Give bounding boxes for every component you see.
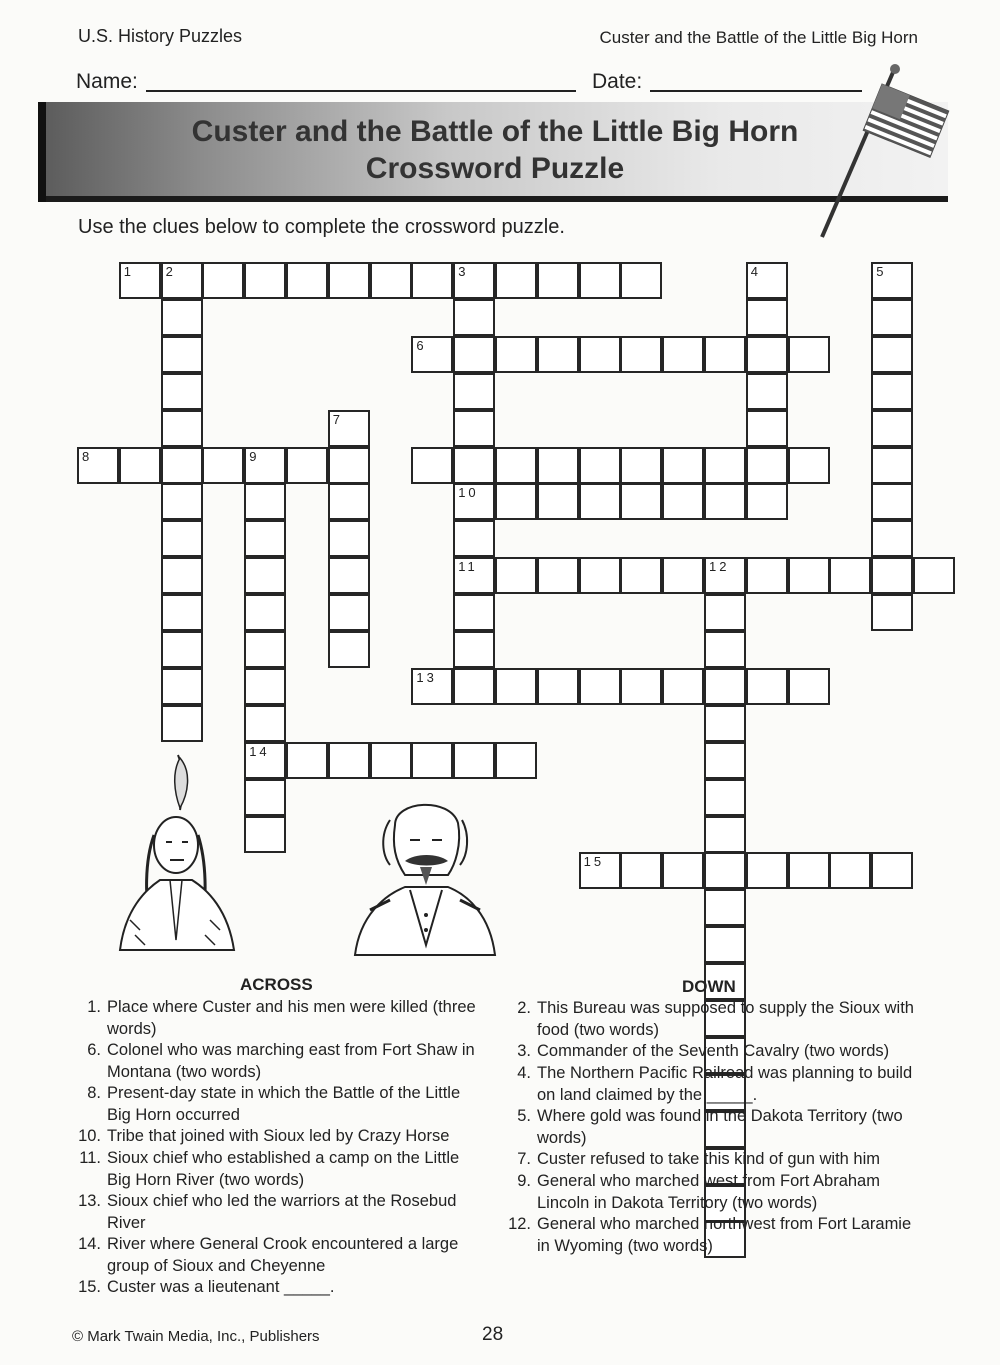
crossword-cell[interactable] <box>871 520 913 557</box>
crossword-cell[interactable] <box>161 262 203 299</box>
crossword-cell[interactable] <box>286 262 328 299</box>
clue-number: 6. <box>87 1041 101 1059</box>
crossword-cell[interactable] <box>704 889 746 926</box>
crossword-cell[interactable] <box>161 520 203 557</box>
across-clue-13 <box>78 1191 485 1234</box>
crossword-cell[interactable] <box>495 557 537 594</box>
crossword-cell[interactable] <box>453 631 495 668</box>
crossword-cell[interactable] <box>788 557 830 594</box>
down-clue-7 <box>517 1149 915 1171</box>
clue-number: 9. <box>517 1172 531 1190</box>
crossword-cell[interactable] <box>161 668 203 705</box>
clue-text: Sioux chief who led the warriors at the Rosebud River <box>107 1192 457 1232</box>
crossword-cell[interactable] <box>662 483 704 520</box>
crossword-cell[interactable] <box>871 557 913 594</box>
crossword-cell[interactable] <box>77 447 119 484</box>
crossword-cell[interactable] <box>411 336 453 373</box>
crossword-cell[interactable] <box>662 668 704 705</box>
crossword-cell[interactable] <box>411 262 453 299</box>
crossword-cell[interactable] <box>537 336 579 373</box>
publisher-credit: © Mark Twain Media, Inc., Publishers <box>72 1328 320 1345</box>
crossword-cell[interactable] <box>620 262 662 299</box>
cell-number: 4 <box>750 264 762 279</box>
crossword-cell[interactable] <box>662 557 704 594</box>
crossword-cell[interactable] <box>829 557 871 594</box>
header-topic-title: Custer and the Battle of the Little Big Horn <box>599 28 918 47</box>
crossword-cell[interactable] <box>746 447 788 484</box>
crossword-cell[interactable] <box>620 483 662 520</box>
crossword-cell[interactable] <box>704 447 746 484</box>
crossword-cell[interactable] <box>161 447 203 484</box>
down-clue-9 <box>517 1171 915 1214</box>
clue-number: 3. <box>517 1042 531 1060</box>
clue-text: Present-day state in which the Battle of the Little Big Horn occurred <box>107 1084 461 1124</box>
down-clue-2 <box>517 998 915 1041</box>
down-clue-5 <box>517 1106 915 1149</box>
crossword-cell[interactable] <box>370 262 412 299</box>
crossword-cell[interactable] <box>662 336 704 373</box>
clue-number: 5. <box>517 1107 531 1125</box>
crossword-cell[interactable] <box>161 373 203 410</box>
cell-number: 7 <box>332 411 344 427</box>
crossword-cell[interactable] <box>286 742 328 779</box>
crossword-cell[interactable] <box>370 742 412 779</box>
crossword-cell[interactable] <box>119 262 161 299</box>
crossword-cell[interactable] <box>704 816 746 853</box>
crossword-cell[interactable] <box>704 336 746 373</box>
cell-number: 2 <box>165 264 176 279</box>
across-clue-1 <box>87 997 485 1040</box>
crossword-cell[interactable] <box>453 483 495 520</box>
crossword-cell[interactable] <box>746 373 788 410</box>
crossword-cell[interactable] <box>746 668 788 705</box>
cell-number: 5 <box>876 264 887 279</box>
clue-text: River where General Crook encountered a large group of Sioux and Cheyenne <box>107 1235 459 1275</box>
clue-text: Where gold was found in the Dakota Territory (two words) <box>537 1107 903 1147</box>
clue-number: 7. <box>517 1150 531 1168</box>
crossword-cell[interactable] <box>871 852 913 889</box>
crossword-cell[interactable] <box>244 520 286 557</box>
crossword-cell[interactable] <box>495 742 537 779</box>
clue-number: 10. <box>78 1127 101 1145</box>
crossword-cell[interactable] <box>244 631 286 668</box>
header-series-title: U.S. History Puzzles <box>78 26 243 46</box>
crossword-cell[interactable] <box>286 447 328 484</box>
cell-number: 15 <box>583 854 605 870</box>
crossword-cell[interactable] <box>662 852 704 889</box>
crossword-cell[interactable] <box>495 483 537 520</box>
crossword-cell[interactable] <box>746 852 788 889</box>
crossword-cell[interactable] <box>579 852 621 889</box>
crossword-cell[interactable] <box>871 373 913 410</box>
clue-text: Place where Custer and his men were killed (three words) <box>107 998 476 1038</box>
crossword-cell[interactable] <box>495 668 537 705</box>
crossword-cell[interactable] <box>829 852 871 889</box>
crossword-cell[interactable] <box>579 262 621 299</box>
crossword-cell[interactable] <box>871 262 913 299</box>
crossword-cell[interactable] <box>704 557 746 594</box>
crossword-cell[interactable] <box>328 410 370 447</box>
crossword-cell[interactable] <box>244 742 286 779</box>
page-number: 28 <box>482 1324 504 1345</box>
clue-number: 8. <box>87 1084 101 1102</box>
clue-number: 14. <box>78 1235 101 1253</box>
crossword-cell[interactable] <box>620 447 662 484</box>
cell-number: 14 <box>249 743 270 759</box>
across-clue-14 <box>78 1234 485 1277</box>
crossword-cell[interactable] <box>453 336 495 373</box>
page-subtitle: Crossword Puzzle <box>365 152 625 185</box>
crossword-cell[interactable] <box>871 410 913 447</box>
clue-text: Colonel who was marching east from Fort Shaw in Montana (two words) <box>107 1041 475 1081</box>
crossword-cell[interactable] <box>704 742 746 779</box>
crossword-cell[interactable] <box>788 668 830 705</box>
crossword-cell[interactable] <box>537 262 579 299</box>
crossword-cell[interactable] <box>328 742 370 779</box>
crossword-cell[interactable] <box>620 852 662 889</box>
crossword-cell[interactable] <box>913 557 955 594</box>
crossword-cell[interactable] <box>746 557 788 594</box>
crossword-cell[interactable] <box>453 447 495 484</box>
crossword-cell[interactable] <box>244 557 286 594</box>
crossword-cell[interactable] <box>746 410 788 447</box>
cell-number: 6 <box>416 337 427 353</box>
clue-text: Commander of the Seventh Cavalry (two words) <box>537 1042 890 1060</box>
clue-text: General who marched northwest from Fort Laramie in Wyoming (two words) <box>537 1215 912 1255</box>
crossword-cell[interactable] <box>328 447 370 484</box>
across-clue-11 <box>79 1148 485 1191</box>
crossword-cell[interactable] <box>453 520 495 557</box>
crossword-cell[interactable] <box>161 299 203 336</box>
clue-number: 15. <box>78 1278 101 1296</box>
clue-number: 11. <box>79 1149 101 1167</box>
crossword-cell[interactable] <box>704 926 746 963</box>
name-line[interactable] <box>146 90 576 92</box>
crossword-cell[interactable] <box>871 447 913 484</box>
crossword-cell[interactable] <box>202 447 244 484</box>
crossword-cell[interactable] <box>161 336 203 373</box>
cell-number: 10 <box>458 485 479 501</box>
crossword-cell[interactable] <box>579 668 621 705</box>
crossword-cell[interactable] <box>704 852 746 889</box>
crossword-cell[interactable] <box>746 483 788 520</box>
crossword-cell[interactable] <box>620 668 662 705</box>
crossword-cell[interactable] <box>161 631 203 668</box>
banner-edge <box>38 102 46 202</box>
crossword-cell[interactable] <box>704 631 746 668</box>
across-heading: ACROSS <box>240 975 313 994</box>
crossword-cell[interactable] <box>704 668 746 705</box>
crossword-cell[interactable] <box>453 410 495 447</box>
crossword-cell[interactable] <box>537 668 579 705</box>
crossword-cell[interactable] <box>704 779 746 816</box>
crossword-cell[interactable] <box>788 336 830 373</box>
crossword-cell[interactable] <box>620 557 662 594</box>
crossword-cell[interactable] <box>161 483 203 520</box>
across-clue-10 <box>78 1126 485 1148</box>
instructions: Use the clues below to complete the crossword puzzle. <box>78 216 565 238</box>
crossword-cell[interactable] <box>244 705 286 742</box>
crossword-cell[interactable] <box>244 816 286 853</box>
crossword-cell[interactable] <box>411 742 453 779</box>
crossword-cell[interactable] <box>161 557 203 594</box>
clue-text: This Bureau was supposed to supply the Sioux with food (two words) <box>537 999 914 1039</box>
crossword-cell[interactable] <box>704 594 746 631</box>
crossword-cell[interactable] <box>328 483 370 520</box>
clue-text: Custer refused to take this kind of gun with him <box>537 1150 881 1168</box>
crossword-cell[interactable] <box>161 410 203 447</box>
crossword-cell[interactable] <box>328 520 370 557</box>
crossword-cell[interactable] <box>620 336 662 373</box>
crossword-cell[interactable] <box>119 447 161 484</box>
crossword-cell[interactable] <box>871 336 913 373</box>
down-clue-3 <box>517 1041 915 1063</box>
crossword-cell[interactable] <box>537 447 579 484</box>
crossword-cell[interactable] <box>453 557 495 594</box>
crossword-cell[interactable] <box>244 668 286 705</box>
cell-number: 11 <box>458 559 478 575</box>
crossword-cell[interactable] <box>453 299 495 336</box>
crossword-cell[interactable] <box>161 594 203 631</box>
crossword-cell[interactable] <box>244 483 286 520</box>
date-label: Date: <box>592 70 643 93</box>
crossword-cell[interactable] <box>495 447 537 484</box>
crossword-cell[interactable] <box>244 594 286 631</box>
crossword-cell[interactable] <box>202 262 244 299</box>
crossword-cell[interactable] <box>328 557 370 594</box>
sitting-bull-illustration <box>100 750 250 955</box>
page-title: Custer and the Battle of the Little Big Horn <box>191 115 799 148</box>
crossword-cell[interactable] <box>453 668 495 705</box>
clue-text: Custer was a lieutenant _____. <box>107 1278 335 1296</box>
down-clue-12 <box>508 1214 915 1257</box>
cell-number: 12 <box>709 559 730 575</box>
crossword-cell[interactable] <box>453 262 495 299</box>
crossword-cell[interactable] <box>411 668 453 705</box>
name-label: Name: <box>76 70 138 93</box>
flag-icon <box>812 62 952 242</box>
custer-illustration <box>350 795 500 960</box>
across-clue-8 <box>87 1083 485 1126</box>
clue-text: Sioux chief who established a camp on the Little Big Horn River (two words) <box>107 1149 460 1189</box>
crossword-cell[interactable] <box>579 483 621 520</box>
crossword-cell[interactable] <box>579 336 621 373</box>
crossword-cell[interactable] <box>244 447 286 484</box>
crossword-cell[interactable] <box>704 483 746 520</box>
cell-number: 3 <box>458 264 469 279</box>
down-clue-4 <box>517 1063 915 1106</box>
crossword-cell[interactable] <box>495 262 537 299</box>
crossword-cell[interactable] <box>579 447 621 484</box>
crossword-cell[interactable] <box>871 594 913 631</box>
clue-text: Tribe that joined with Sioux led by Crazy Horse <box>107 1127 450 1145</box>
crossword-cell[interactable] <box>411 447 453 484</box>
crossword-cell[interactable] <box>788 852 830 889</box>
clue-number: 2. <box>517 999 531 1017</box>
cell-number: 9 <box>249 448 260 464</box>
crossword-cell[interactable] <box>328 262 370 299</box>
crossword-cell[interactable] <box>579 557 621 594</box>
crossword-cell[interactable] <box>453 594 495 631</box>
crossword-cell[interactable] <box>746 336 788 373</box>
crossword-cell[interactable] <box>453 742 495 779</box>
cell-number: 8 <box>82 448 93 464</box>
crossword-cell[interactable] <box>788 447 830 484</box>
crossword-cell[interactable] <box>244 779 286 816</box>
crossword-cell[interactable] <box>662 447 704 484</box>
down-heading: DOWN <box>682 977 736 996</box>
clue-text: The Northern Pacific Railroad was planning to build on land claimed by the _____. <box>537 1064 913 1104</box>
clue-number: 12. <box>508 1215 531 1233</box>
crossword-cell[interactable] <box>871 483 913 520</box>
clue-number: 13. <box>78 1192 101 1210</box>
across-clue-15 <box>78 1277 485 1299</box>
cell-number: 13 <box>416 669 437 685</box>
crossword-cell[interactable] <box>537 557 579 594</box>
crossword-cell[interactable] <box>537 483 579 520</box>
clue-text: General who marched west from Fort Abraham Lincoln in Dakota Territory (two words) <box>537 1172 880 1212</box>
crossword-cell[interactable] <box>453 373 495 410</box>
crossword-cell[interactable] <box>244 262 286 299</box>
crossword-cell[interactable] <box>495 336 537 373</box>
crossword-cell[interactable] <box>746 262 788 299</box>
crossword-cell[interactable] <box>704 705 746 742</box>
crossword-cell[interactable] <box>328 631 370 668</box>
clue-number: 4. <box>517 1064 531 1082</box>
crossword-cell[interactable] <box>746 299 788 336</box>
crossword-cell[interactable] <box>161 705 203 742</box>
crossword-cell[interactable] <box>871 299 913 336</box>
cell-number: 1 <box>123 264 135 279</box>
across-clue-6 <box>87 1040 485 1083</box>
crossword-cell[interactable] <box>328 594 370 631</box>
clue-number: 1. <box>87 998 101 1016</box>
